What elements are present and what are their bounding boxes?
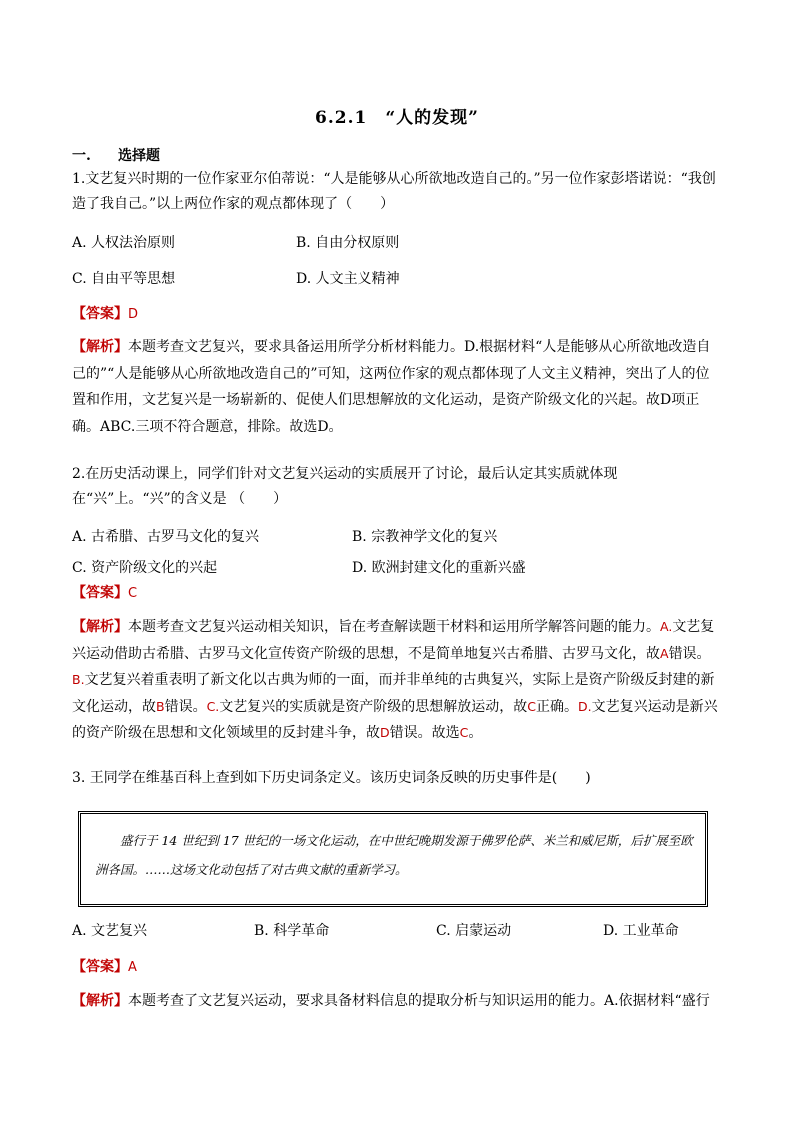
question-1-analysis: [72, 334, 722, 440]
question-2-stem: 2.在历史活动课上，同学们针对文艺复兴运动的实质展开了讨论，最后认定其实质就体现在“兴”上。“兴”的含义是 （ ）: [72, 466, 618, 507]
analysis-text: 错误。: [164, 698, 207, 715]
question-1-option-a: A. 人权法治原则: [72, 235, 176, 251]
analysis-label: 【解析】: [72, 339, 128, 355]
page-title: 6.2.1 “人的发现”: [315, 108, 479, 128]
answer-label: 【答案】: [72, 959, 128, 975]
material-box: [78, 811, 708, 907]
analysis-text: 。: [468, 725, 483, 741]
question-2-analysis: [72, 614, 722, 747]
answer-value: A: [128, 960, 137, 975]
answer-label: 【答案】: [72, 306, 128, 322]
material-text: 盛行于 14 世纪到 17 世纪的一场文化运动，在中世纪晚期发源于佛罗伦萨、米兰和威尼斯，后扩展至欧洲各国。……这场文化动包括了对古典文献的重新学习。: [95, 833, 693, 877]
analysis-label: 【解析】: [72, 619, 128, 635]
question-3-option-b: B. 科学革命: [254, 923, 330, 939]
question-3-stem: 3. 王同学在维基百科上查到如下历史词条定义。该历史词条反映的历史事件是( ): [72, 770, 591, 786]
analysis-text: 本题考查了文艺复兴运动，要求具备材料信息的提取分析与知识运用的能力。A.依据材料“盛行: [128, 993, 710, 1009]
question-2-option-c: C. 资产阶级文化的兴起: [72, 560, 218, 576]
option-ref: C: [459, 725, 469, 740]
question-1-answer: [72, 303, 138, 323]
option-ref: B: [156, 698, 165, 714]
answer-label: 【答案】: [72, 585, 128, 601]
section-label: 选择题: [118, 148, 160, 164]
question-2-answer: [72, 582, 137, 602]
question-1-option-b: B. 自由分权原则: [296, 235, 400, 251]
option-ref: A: [660, 645, 669, 661]
option-ref: B.: [72, 672, 85, 687]
question-1-option-c: C. 自由平等思想: [72, 271, 176, 287]
section-number: 一.: [72, 148, 91, 164]
option-ref: C: [527, 698, 537, 714]
question-3-option-a: A. 文艺复兴: [72, 923, 148, 939]
answer-value: D: [128, 307, 139, 322]
option-ref: D.: [578, 698, 592, 714]
question-2-option-b: B. 宗教神学文化的复兴: [352, 529, 498, 545]
analysis-text: 错误。: [668, 645, 711, 662]
question-2-option-a: A. 古希腊、古罗马文化的复兴: [72, 529, 260, 545]
analysis-text: 文艺复兴的实质就是资产阶级的思想解放运动，故: [219, 698, 528, 715]
question-3-option-c: C. 启蒙运动: [436, 923, 512, 939]
option-ref: A.: [660, 619, 673, 634]
question-1-stem: 1.文艺复兴时期的一位作家亚尔伯蒂说：“人是能够从心所欲地改造自己的。”另一位作家彭塔诺说：“我创造了我自己。”以上两位作家的观点都体现了（ ）: [72, 171, 716, 212]
analysis-text: 文艺复兴着重表明了新文化以古典为师的一面，而并非单纯的古典复兴，实际上是资产阶级反封建的新文化运动，故: [72, 672, 715, 715]
option-ref: C.: [206, 698, 220, 714]
question-2-option-d: D. 欧洲封建文化的重新兴盛: [352, 560, 526, 576]
question-3-analysis: [72, 988, 722, 1015]
question-3-answer: [72, 956, 137, 976]
question-1-option-d: D. 人文主义精神: [296, 271, 400, 287]
answer-value: C: [128, 586, 138, 601]
analysis-label: 【解析】: [72, 993, 128, 1009]
option-ref: D: [380, 725, 390, 740]
analysis-text: 错误。故选: [389, 725, 460, 741]
analysis-text: 文艺复兴运动是新兴的资产阶级在思想和文化领域里的反封建斗争，故: [72, 698, 718, 741]
section-heading: [72, 145, 160, 165]
analysis-text: 本题考查文艺复兴，要求具备运用所学分析材料能力。D.根据材料“人是能够从心所欲地改造自己的”“人是能够从心所欲地改造自己的”可知，这两位作家的观点都体现了人文主义精神，突出了人的位置和作用，文艺复兴是一场崭新的、促使人们思想解放的文化运动，是资产阶级文化的兴起。故D项正确。ABC.三项不符合题意，排除。故选D。: [72, 339, 711, 435]
analysis-text: 本题考查文艺复兴运动相关知识，旨在考查解读题干材料和运用所学解答问题的能力。: [128, 619, 660, 635]
analysis-text: 正确。: [536, 698, 579, 715]
analysis-text: 文艺复兴运动借助古希腊、古罗马文化宣传资产阶级的思想，不是简单地复兴古希腊、古罗马文化，故: [72, 619, 715, 662]
question-3-option-d: D. 工业革命: [603, 923, 679, 939]
